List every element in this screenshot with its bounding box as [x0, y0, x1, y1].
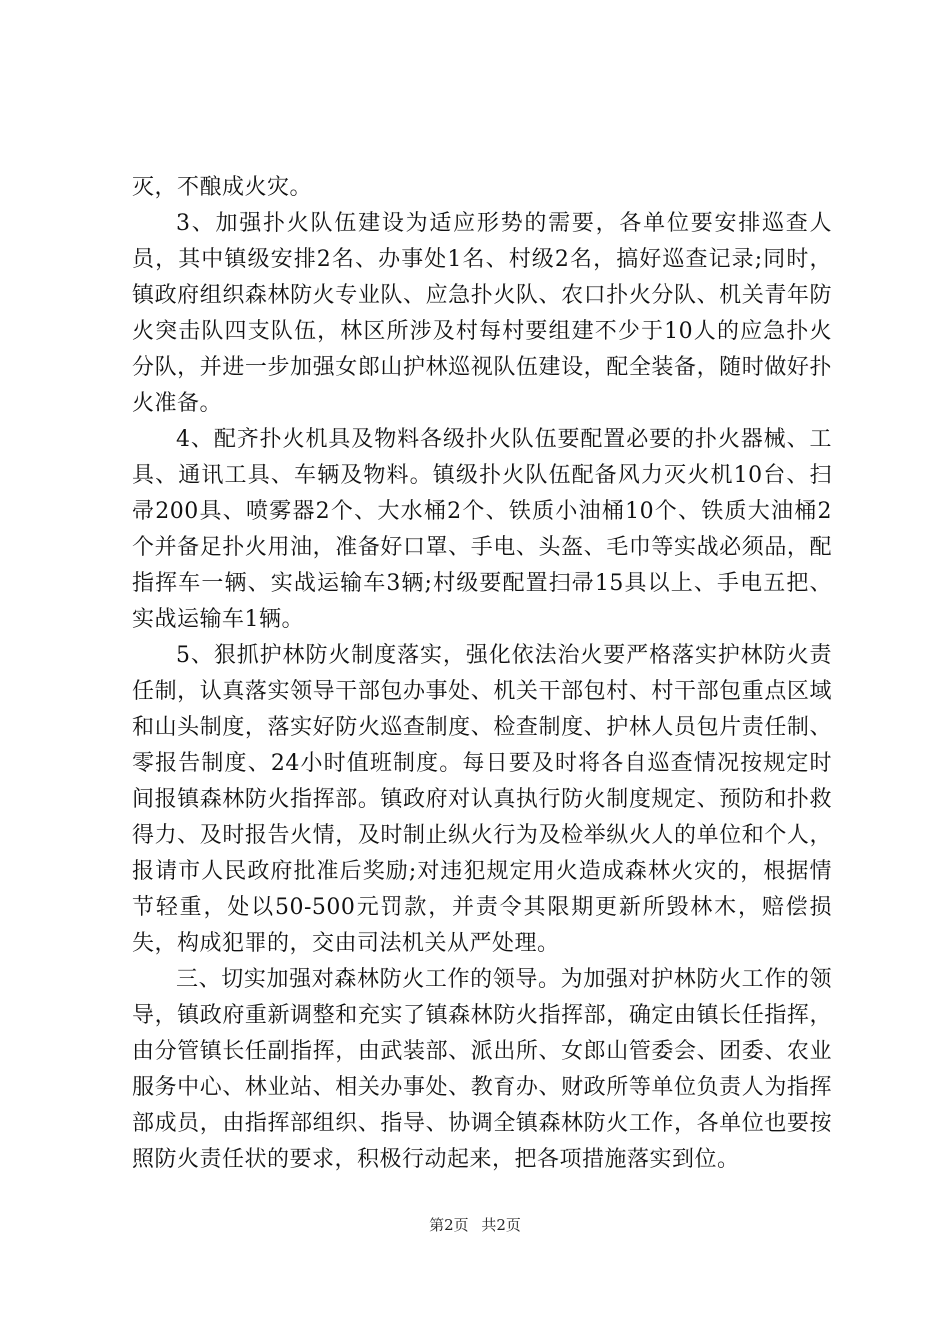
page-footer — [0, 1215, 950, 1235]
document-body — [132, 170, 832, 1178]
page-total: 共2页 — [481, 1216, 521, 1234]
page-number: 第2页 — [429, 1216, 469, 1234]
paragraph-item-5: 5、狠抓护林防火制度落实，强化依法治火要严格落实护林防火责任制，认真落实领导干部包办事处、机关干部包村、村干部包重点区域和山头制度，落实好防火巡查制度、检查制度、护林人员包片责任制、零报告制度、24小时值班制度。每日要及时将各自巡查情况按规定时间报镇森林防火指挥部。镇政府对认真执行防火制度规定、预防和扑救得力、及时报告火情，及时制止纵火行为及检举纵火人的单位和个人，报请市人民政府批准后奖励;对违犯规定用火造成森林火灾的，根据情节轻重，处以50-500元罚款，并责令其限期更新所毁林木，赔偿损失，构成犯罪的，交由司法机关从严处理。 — [132, 643, 832, 956]
paragraph-item-3: 3、加强扑火队伍建设为适应形势的需要，各单位要安排巡查人员，其中镇级安排2名、办事处1名、村级2名，搞好巡查记录;同时，镇政府组织森林防火专业队、应急扑火队、农口扑火分队、机关青年防火突击队四支队伍，林区所涉及村每村要组建不少于10人的应急扑火分队，并进一步加强女郎山护林巡视队伍建设，配全装备，随时做好扑火准备。 — [132, 211, 832, 416]
paragraph-item-4: 4、配齐扑火机具及物料各级扑火队伍要配置必要的扑火器械、工具、通讯工具、车辆及物料。镇级扑火队伍配备风力灭火机10台、扫帚200具、喷雾器2个、大水桶2个、铁质小油桶10个、铁质大油桶2个并备足扑火用油，准备好口罩、手电、头盔、毛巾等实战必须品，配指挥车一辆、实战运输车3辆;村级要配置扫帚15具以上、手电五把、实战运输车1辆。 — [132, 427, 832, 632]
paragraph-continuation: 灭，不酿成火灾。 — [132, 175, 313, 200]
paragraph-section-3: 三、切实加强对森林防火工作的领导。为加强对护林防火工作的领导，镇政府重新调整和充实了镇森林防火指挥部，确定由镇长任指挥，由分管镇长任副指挥，由武装部、派出所、女郎山管委会、团委、农业服务中心、林业站、相关办事处、教育办、财政所等单位负责人为指挥部成员，由指挥部组织、指导、协调全镇森林防火工作，各单位也要按照防火责任状的要求，积极行动起来，把各项措施落实到位。 — [132, 967, 832, 1172]
